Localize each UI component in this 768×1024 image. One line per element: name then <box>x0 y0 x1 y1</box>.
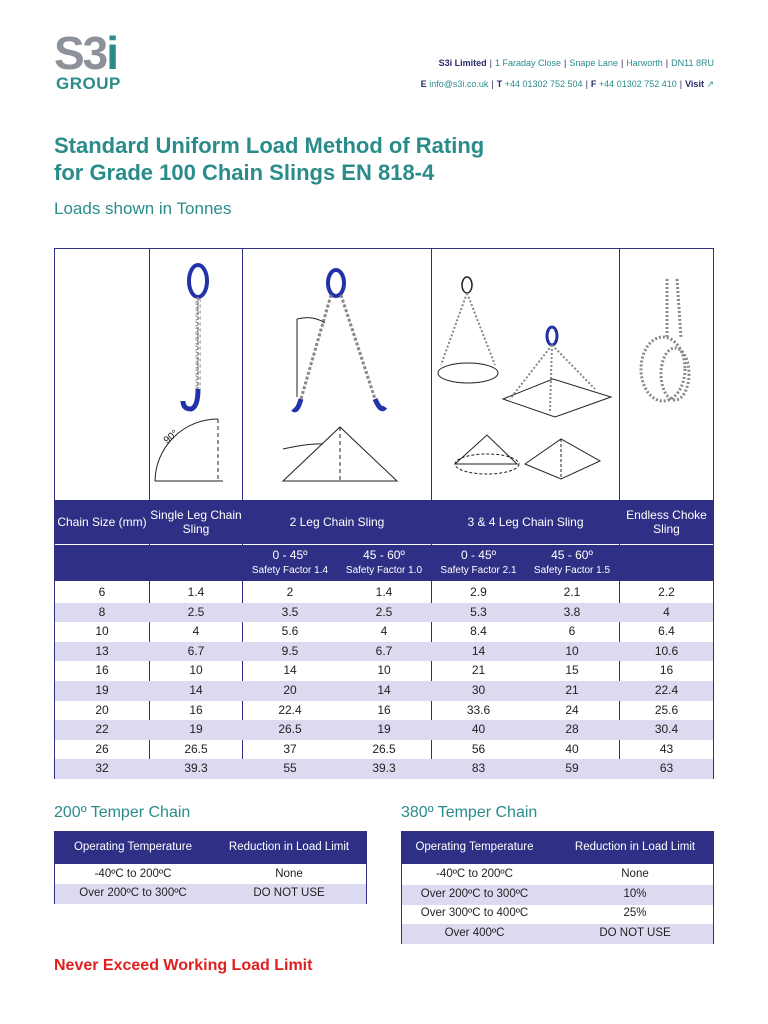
table-cell: 14 <box>471 643 486 658</box>
table-row: Over 200ºC to 300ºC 10% <box>402 885 713 905</box>
table-cell: 28 <box>565 722 579 737</box>
temper380-title: 380º Temper Chain <box>401 804 538 821</box>
col-single-leg: Single Leg Chain Sling <box>150 500 242 544</box>
table-cell: 55 <box>283 761 297 776</box>
col-three-four-leg: 3 & 4 Leg Chain Sling <box>432 500 619 544</box>
table-row <box>55 720 713 740</box>
table-row <box>55 701 713 721</box>
table-cell: 30.4 <box>654 722 679 737</box>
table-cell: 10 <box>189 663 203 678</box>
sub-header: 45 - 60º Safety Factor 1.0 <box>345 548 423 576</box>
table-cell: 16 <box>659 663 674 678</box>
table-cell: 5.6 <box>281 624 299 639</box>
single-leg-sling-icon <box>155 265 223 481</box>
table-row: -40ºC to 200ºC None <box>94 868 303 880</box>
table-cell: 19 <box>189 722 203 737</box>
contact-line: E info@s3i.co.uk | T +44 01302 752 504 | F +44 01302 752 410 | Visit ↗ <box>420 79 714 89</box>
table-cell: 19 <box>377 722 391 737</box>
table-cell: 13 <box>95 643 109 658</box>
table-cell: 22.4 <box>278 702 302 717</box>
table-cell: 4 <box>192 624 200 639</box>
table-cell: 25.6 <box>654 702 679 717</box>
table-cell: 20 <box>95 702 109 717</box>
table-cell: 4 <box>380 624 388 639</box>
table-row <box>55 740 713 760</box>
table-cell: 19 <box>95 683 109 697</box>
table-cell: 14 <box>283 663 297 678</box>
temper200-title: 200º Temper Chain <box>54 804 191 821</box>
table-cell: 39.3 <box>184 761 208 776</box>
table-row <box>55 603 713 623</box>
table-row <box>55 642 713 662</box>
table-cell: 9.5 <box>281 643 299 658</box>
table-row: Over 300ºC to 400ºC 25% <box>420 907 647 919</box>
table-cell: 16 <box>95 663 109 678</box>
table-row: -40ºC to 200ºC None <box>436 868 649 880</box>
external-link-icon: ↗ <box>706 79 714 89</box>
table-cell: 40 <box>565 741 579 756</box>
table-cell: 2.9 <box>470 585 487 599</box>
table-cell: 14 <box>377 683 391 697</box>
table-cell: 30 <box>471 683 486 697</box>
table-cell: 15 <box>565 663 579 678</box>
table-cell: 2.1 <box>563 585 581 599</box>
table-cell: 26.5 <box>184 741 208 756</box>
table-cell: 20 <box>283 683 297 697</box>
table-cell: 8.4 <box>470 624 487 639</box>
table-cell: 21 <box>565 683 579 697</box>
table-cell: 10.6 <box>654 643 679 658</box>
table-cell: 16 <box>377 702 391 717</box>
table-cell: 63 <box>659 761 674 776</box>
table-cell: 59 <box>565 761 579 776</box>
col-chain-size: Chain Size (mm) <box>55 500 149 544</box>
s3i-logo: S3i GROUP <box>54 27 121 93</box>
table-cell: 16 <box>189 702 203 717</box>
multi-leg-sling-icon <box>438 277 611 479</box>
temper200-table: Operating Temperature Reduction in Load Limit -40ºC to 200ºC None Over 200ºC to 300ºC DO NOT USE <box>54 831 367 904</box>
table-cell: 6 <box>98 585 106 599</box>
table-cell: 6.7 <box>187 643 205 658</box>
table-cell: 6.4 <box>658 624 675 639</box>
table-cell: 83 <box>471 761 486 776</box>
table-cell: 26.5 <box>278 722 302 737</box>
table-cell: 22 <box>95 722 109 737</box>
table-row: Over 400ºC DO NOT USE <box>402 924 713 944</box>
table-cell: 24 <box>565 702 579 717</box>
sub-header: 0 - 45º Safety Factor 2.1 <box>440 548 517 576</box>
table-cell: 26.5 <box>372 741 396 756</box>
table-cell: 4 <box>663 604 670 619</box>
table-cell: 37 <box>283 741 297 756</box>
table-cell: 3.8 <box>563 604 581 619</box>
visit-link[interactable]: Visit <box>685 79 704 89</box>
table-cell: 10 <box>95 624 109 639</box>
table-cell: 5.3 <box>470 604 487 619</box>
table-cell: 21 <box>471 663 486 678</box>
two-leg-sling-icon <box>283 270 397 481</box>
table-row <box>55 583 713 603</box>
address-line: S3i Limited | 1 Faraday Close | Snape Lane | Harworth | DN11 8RU <box>438 58 714 68</box>
temper380-table: Operating Temperature Reduction in Load Limit -40ºC to 200ºC None Over 200ºC to 300ºC 10% Over 300ºC to 400ºC 25% Over 400ºC DO NOT USE <box>401 831 714 944</box>
table-cell: 22.4 <box>654 683 679 697</box>
col-two-leg: 2 Leg Chain Sling <box>243 500 431 544</box>
table-cell: 32 <box>95 761 109 776</box>
table-cell: 6 <box>568 624 576 639</box>
table-cell: 43 <box>659 741 674 756</box>
page-title: Standard Uniform Load Method of Rating for Grade 100 Chain Slings EN 818-4 <box>54 133 485 185</box>
table-cell: 2.5 <box>375 604 393 619</box>
table-cell: 10 <box>565 643 579 658</box>
table-cell: 6.7 <box>375 643 393 658</box>
page-subtitle: Loads shown in Tonnes <box>54 199 232 218</box>
table-cell: 2.2 <box>658 585 675 599</box>
sub-header: 0 - 45º Safety Factor 1.4 <box>251 548 329 576</box>
email-link[interactable]: info@s3i.co.uk <box>429 79 489 89</box>
table-cell: 14 <box>189 683 203 697</box>
table-cell: 56 <box>471 741 486 756</box>
table-row: Over 200ºC to 300ºC DO NOT USE <box>55 884 366 904</box>
table-row <box>55 681 713 701</box>
endless-choke-sling-icon <box>641 279 689 401</box>
table-cell: 33.6 <box>466 702 491 717</box>
sling-diagrams <box>55 249 713 499</box>
table-cell: 2 <box>286 585 294 599</box>
table-cell: 39.3 <box>372 761 396 776</box>
table-cell: 2.5 <box>187 604 205 619</box>
table-cell: 1.4 <box>375 585 393 599</box>
table-cell: 40 <box>471 722 486 737</box>
warning-text: Never Exceed Working Load Limit <box>54 957 313 974</box>
table-cell: 26 <box>95 741 109 756</box>
table-row <box>55 759 713 779</box>
col-endless: Endless Choke Sling <box>620 500 713 544</box>
table-row <box>55 661 713 681</box>
table-cell: 8 <box>98 604 106 619</box>
sub-header: 45 - 60º Safety Factor 1.5 <box>533 548 611 576</box>
table-row <box>55 622 713 642</box>
svg-text:90°: 90° <box>161 428 181 447</box>
table-cell: 3.5 <box>281 604 299 619</box>
table-cell: 1.4 <box>187 585 205 599</box>
table-cell: 10 <box>377 663 391 678</box>
